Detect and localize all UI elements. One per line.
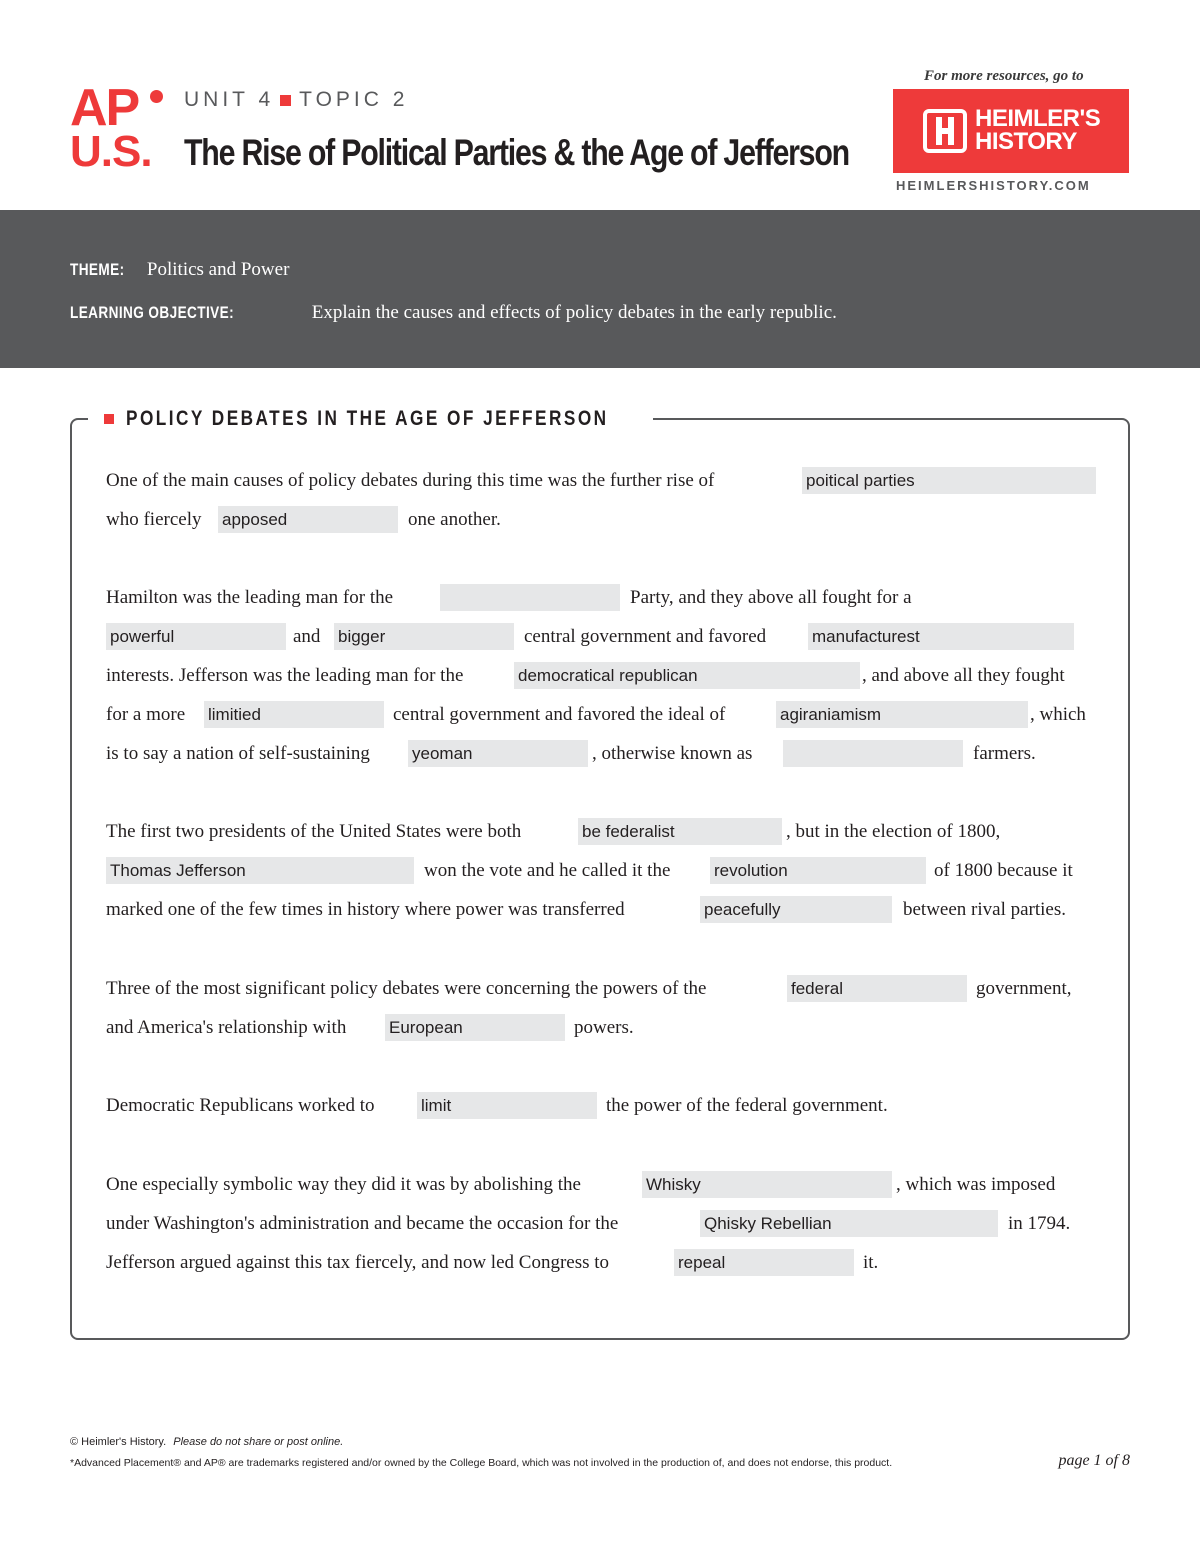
unit-topic-line bbox=[184, 88, 408, 112]
p4-line-2 bbox=[106, 1015, 1096, 1041]
unit-label: UNIT 4 bbox=[184, 88, 275, 111]
blank-field[interactable]: yeoman bbox=[408, 740, 588, 767]
blank-field[interactable]: agiraniamism bbox=[776, 701, 1028, 728]
p2-line-3 bbox=[106, 663, 1096, 689]
brand-line-2: HISTORY bbox=[975, 128, 1077, 155]
p6-text-4: in 1794. bbox=[1008, 1213, 1071, 1234]
p2-text-1: Hamilton was the leading man for the bbox=[106, 587, 394, 608]
theme-label: THEME: bbox=[70, 260, 125, 279]
p2-line-2 bbox=[106, 624, 1096, 650]
logo-dot-icon bbox=[150, 90, 163, 103]
p2-text-7: for a more bbox=[106, 704, 186, 725]
blank-field[interactable]: powerful bbox=[106, 623, 286, 650]
p2-line-5 bbox=[106, 741, 1096, 767]
footer-copyright bbox=[70, 1436, 343, 1448]
share-note: Please do not share or post online. bbox=[173, 1436, 344, 1448]
p6-text-6: it. bbox=[863, 1252, 879, 1273]
objective-row bbox=[70, 302, 837, 324]
page-number: page 1 of 8 bbox=[1058, 1452, 1130, 1469]
blank-field[interactable]: Whisky bbox=[642, 1171, 892, 1198]
theme-band bbox=[0, 210, 1200, 368]
p4-text-4: powers. bbox=[574, 1017, 634, 1038]
p3-text-2: , but in the election of 1800, bbox=[786, 821, 1001, 842]
red-square-icon bbox=[280, 95, 291, 106]
p1-text-3: one another. bbox=[408, 509, 501, 530]
p1-line-1 bbox=[106, 468, 1096, 494]
p4-text-2: government, bbox=[976, 978, 1072, 999]
blank-field[interactable]: federal bbox=[787, 975, 967, 1002]
blank-field[interactable] bbox=[440, 584, 620, 611]
p3-text-1: The first two presidents of the United States were both bbox=[106, 821, 522, 842]
p2-text-10: is to say a nation of self-sustaining bbox=[106, 743, 370, 764]
logo-us: U.S. bbox=[70, 127, 152, 177]
p2-text-11: , otherwise known as bbox=[592, 743, 753, 764]
theme-value: Politics and Power bbox=[146, 259, 290, 280]
p3-line-2 bbox=[106, 858, 1096, 884]
p2-text-5: interests. Jefferson was the leading man for the bbox=[106, 665, 464, 686]
copyright-text: © Heimler's History. bbox=[70, 1436, 167, 1448]
p3-text-6: between rival parties. bbox=[903, 899, 1067, 920]
blank-field[interactable]: European bbox=[385, 1014, 565, 1041]
p2-text-12: farmers. bbox=[973, 743, 1036, 764]
p5-text-1: Democratic Republicans worked to bbox=[106, 1095, 375, 1116]
p1-text-1: One of the main causes of policy debates during this time was the further rise of bbox=[106, 470, 715, 491]
brand-logo bbox=[893, 89, 1129, 173]
p5-text-2: the power of the federal government. bbox=[606, 1095, 888, 1116]
p2-text-8: central government and favored the ideal of bbox=[393, 704, 726, 725]
p4-text-3: and America's relationship with bbox=[106, 1017, 347, 1038]
resources-text: For more resources, go to bbox=[924, 68, 1084, 84]
theme-row bbox=[70, 259, 289, 281]
blank-field[interactable]: bigger bbox=[334, 623, 514, 650]
p6-line-3 bbox=[106, 1250, 1096, 1276]
section-title: POLICY DEBATES IN THE AGE OF JEFFERSON bbox=[126, 407, 609, 430]
objective-value: Explain the causes and effects of policy debates in the early republic. bbox=[311, 302, 837, 323]
p1-text-2: who fiercely bbox=[106, 509, 202, 530]
blank-field[interactable]: Thomas Jefferson bbox=[106, 857, 414, 884]
p1-line-2 bbox=[106, 507, 1096, 533]
page-title: The Rise of Political Parties & the Age of Jefferson bbox=[184, 132, 849, 173]
p3-text-4: of 1800 because it bbox=[934, 860, 1073, 881]
p6-text-5: Jefferson argued against this tax fiercely, and now led Congress to bbox=[106, 1252, 610, 1273]
p3-text-3: won the vote and he called it the bbox=[424, 860, 671, 881]
section-heading bbox=[88, 404, 653, 434]
blank-field[interactable]: revolution bbox=[710, 857, 926, 884]
blank-field[interactable]: limitied bbox=[204, 701, 384, 728]
p2-text-2: Party, and they above all fought for a bbox=[630, 587, 912, 608]
brand-url: HEIMLERSHISTORY.COM bbox=[896, 178, 1091, 193]
blank-field[interactable]: apposed bbox=[218, 506, 398, 533]
brand-name bbox=[975, 105, 1101, 155]
brand-line-1: HEIMLER'S bbox=[975, 105, 1101, 133]
blank-field[interactable]: poitical parties bbox=[802, 467, 1096, 494]
p3-line-3 bbox=[106, 897, 1096, 923]
blank-field[interactable]: limit bbox=[417, 1092, 597, 1119]
p2-text-3: and bbox=[293, 626, 321, 647]
p4-line-1 bbox=[106, 976, 1096, 1002]
p2-text-4: central government and favored bbox=[524, 626, 767, 647]
blank-field[interactable]: democratical republican bbox=[514, 662, 860, 689]
blank-field[interactable]: manufacturest bbox=[808, 623, 1074, 650]
p6-line-1 bbox=[106, 1172, 1096, 1198]
p3-text-5: marked one of the few times in history where power was transferred bbox=[106, 899, 625, 920]
blank-field[interactable]: be federalist bbox=[578, 818, 782, 845]
blank-field[interactable] bbox=[783, 740, 963, 767]
p2-text-6: , and above all they fought bbox=[862, 665, 1065, 686]
objective-label: LEARNING OBJECTIVE: bbox=[70, 303, 235, 322]
p6-text-2: , which was imposed bbox=[896, 1174, 1056, 1195]
topic-label: TOPIC 2 bbox=[299, 88, 409, 111]
p3-line-1 bbox=[106, 819, 1096, 845]
heimler-h-icon bbox=[923, 109, 967, 153]
blank-field[interactable]: repeal bbox=[674, 1249, 854, 1276]
logo-ap: AP bbox=[70, 79, 139, 137]
p5-line-1 bbox=[106, 1093, 1096, 1119]
p6-text-1: One especially symbolic way they did it was by abolishing the bbox=[106, 1174, 581, 1195]
p6-line-2 bbox=[106, 1211, 1096, 1237]
red-square-icon bbox=[104, 414, 114, 424]
footer-trademark: *Advanced Placement® and AP® are trademarks registered and/or owned by the College Board, which was not involved in the production of, and does not endorse, this product. bbox=[70, 1457, 893, 1469]
blank-field[interactable]: peacefully bbox=[700, 896, 892, 923]
p6-text-3: under Washington's administration and became the occasion for the bbox=[106, 1213, 619, 1234]
p4-text-1: Three of the most significant policy debates were concerning the powers of the bbox=[106, 978, 707, 999]
p2-text-9: , which bbox=[1030, 704, 1086, 725]
blank-field[interactable]: Qhisky Rebellian bbox=[700, 1210, 998, 1237]
p2-line-1 bbox=[106, 585, 1096, 611]
p2-line-4 bbox=[106, 702, 1096, 728]
